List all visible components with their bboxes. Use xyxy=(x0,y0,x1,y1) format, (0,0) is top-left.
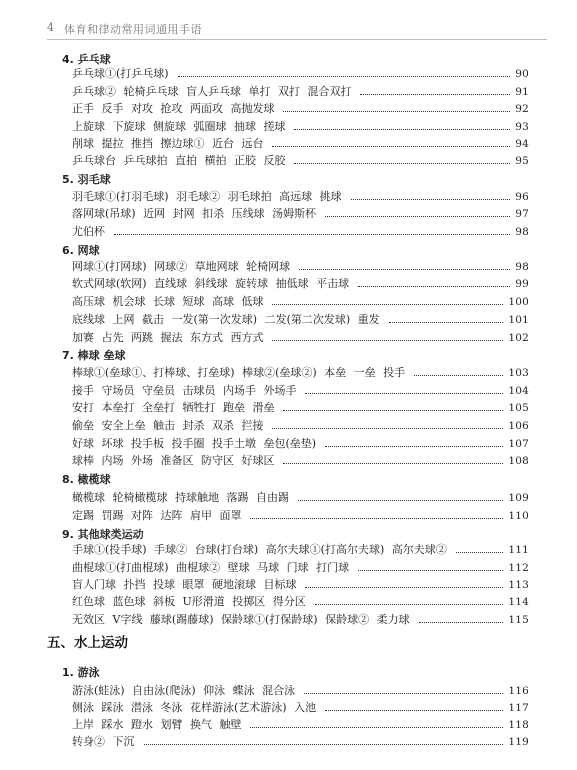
toc-entry-text: 乒乓球①(打乒乓球) xyxy=(72,67,169,80)
dot-leader xyxy=(419,622,504,623)
dot-leader xyxy=(294,163,510,164)
toc-entry-text: 好球 坏球 投手板 投手圈 投手土墩 垒包(垒垫) xyxy=(72,437,317,450)
dot-leader xyxy=(351,199,511,200)
dot-leader xyxy=(283,410,503,411)
section-heading: 5. 羽毛球 xyxy=(62,173,111,186)
toc-entry-text: 手球①(投手球) 手球② 台球(打台球) 高尔夫球①(打高尔夫球) 高尔夫球② xyxy=(72,543,447,556)
toc-entry-text: 游泳(蛙泳) 自由泳(爬泳) 仰泳 蝶泳 混合泳 xyxy=(72,684,296,697)
toc-entry-page: 93 xyxy=(515,121,529,133)
dot-leader xyxy=(283,463,503,464)
toc-entry-text: 转身② 下沉 xyxy=(72,735,135,748)
toc-entry-page: 117 xyxy=(508,702,529,714)
toc-entry-text: 无效区 V字线 藤球(踢藤球) 保龄球①(打保龄球) 保龄球② 柔力球 xyxy=(72,613,410,626)
dot-leader xyxy=(272,304,503,305)
dot-leader xyxy=(389,322,504,323)
toc-entry-page: 113 xyxy=(508,579,529,591)
toc-entry-page: 98 xyxy=(515,226,529,238)
toc-entry-text: 羽毛球①(打羽毛球) 羽毛球② 羽毛球拍 高远球 挑球 xyxy=(72,190,342,203)
section-heading: 1. 游泳 xyxy=(62,666,100,679)
toc-entry[interactable] xyxy=(72,400,529,416)
toc-entry[interactable] xyxy=(72,294,529,310)
toc-entry-text: 削球 提拉 推挡 擦边球① 近台 远台 xyxy=(72,137,264,150)
toc-entry-text: 落网球(吊球) 近网 封网 扣杀 压线球 汤姆斯杯 xyxy=(72,207,317,220)
toc-entry[interactable] xyxy=(72,508,529,524)
toc-entry-text: 尤伯杯 xyxy=(72,225,105,238)
toc-entry-text: 红色球 蓝色球 斜板 U形滑道 投掷区 得分区 xyxy=(72,595,306,608)
dot-leader xyxy=(358,570,503,571)
toc-entry-page: 100 xyxy=(508,296,529,308)
dot-leader xyxy=(250,727,503,728)
toc-entry[interactable] xyxy=(72,276,529,292)
dot-leader xyxy=(250,518,503,519)
toc-entry-text: 橄榄球 轮椅橄榄球 持球触地 落踢 自由踢 xyxy=(72,491,289,504)
toc-entry-page: 91 xyxy=(515,86,529,98)
toc-entry[interactable] xyxy=(72,119,529,135)
toc-entry-text: 网球①(打网球) 网球② 草地网球 轮椅网球 xyxy=(72,260,291,273)
toc-entry[interactable] xyxy=(72,577,529,593)
toc-entry-page: 104 xyxy=(508,385,529,397)
toc-entry[interactable] xyxy=(72,224,529,240)
part-heading: 五、水上运动 xyxy=(47,635,128,651)
toc-entry-text: 球棒 内场 外场 准备区 防守区 好球区 xyxy=(72,454,275,467)
toc-entry[interactable] xyxy=(72,453,529,469)
toc-entry-text: 底线球 上网 截击 一发(第一次发球) 二发(第二次发球) 重发 xyxy=(72,313,380,326)
dot-leader xyxy=(315,604,504,605)
toc-entry[interactable] xyxy=(72,66,529,82)
toc-entry[interactable] xyxy=(72,383,529,399)
toc-entry-text: 上旋球 下旋球 侧旋球 弧圈球 抽球 搓球 xyxy=(72,120,286,133)
section-heading: 6. 网球 xyxy=(62,244,100,257)
page-number: 4 xyxy=(47,21,54,34)
toc-entry-page: 109 xyxy=(508,492,529,504)
dot-leader xyxy=(272,340,503,341)
toc-entry-page: 118 xyxy=(508,719,529,731)
toc-entry[interactable] xyxy=(72,189,529,205)
dot-leader xyxy=(114,234,510,235)
section-heading: 4. 乒乓球 xyxy=(62,53,111,66)
toc-entry-page: 98 xyxy=(515,261,529,273)
toc-entry-page: 115 xyxy=(508,614,529,626)
toc-entry-page: 119 xyxy=(508,736,529,748)
toc-entry-text: 偷垒 安全上垒 触击 封杀 双杀 拦接 xyxy=(72,419,264,432)
toc-entry-text: 棒球①(垒球①、打棒球、打垒球) 棒球②(垒球②) 本垒 一垒 投手 xyxy=(72,366,406,379)
dot-leader xyxy=(283,111,510,112)
toc-entry-text: 接手 守场员 守垒员 击球员 内场手 外场手 xyxy=(72,384,297,397)
book-title: 体育和律动常用词通用手语 xyxy=(64,23,202,36)
toc-entry-text: 定踢 罚踢 对阵 达阵 肩甲 面罩 xyxy=(72,509,242,522)
dot-leader xyxy=(304,693,503,694)
toc-entry-page: 110 xyxy=(508,510,529,522)
toc-entry-page: 96 xyxy=(515,191,529,203)
toc-entry-page: 99 xyxy=(515,278,529,290)
toc-entry-page: 107 xyxy=(508,438,529,450)
toc-entry-text: 乒乓球② 轮椅乒乓球 盲人乒乓球 单打 双打 混合双打 xyxy=(72,85,352,98)
toc-entry[interactable] xyxy=(72,153,529,169)
toc-entry[interactable] xyxy=(72,259,529,275)
toc-entry-page: 112 xyxy=(508,562,529,574)
dot-leader xyxy=(299,269,510,270)
toc-entry-text: 盲人门球 扑挡 投球 眼罩 硬地滚球 目标球 xyxy=(72,578,297,591)
toc-entry[interactable] xyxy=(72,418,529,434)
dot-leader xyxy=(325,216,510,217)
toc-entry[interactable] xyxy=(72,683,529,699)
toc-entry-page: 108 xyxy=(508,455,529,467)
toc-entry-page: 90 xyxy=(515,68,529,80)
toc-entry-text: 乒乓球台 乒乓球拍 直拍 横拍 正胶 反胶 xyxy=(72,154,286,167)
toc-entry-page: 114 xyxy=(508,596,529,608)
toc-entry[interactable] xyxy=(72,84,529,100)
toc-entry-page: 101 xyxy=(508,314,529,326)
toc-entry-text: 高压球 机会球 长球 短球 高球 低球 xyxy=(72,295,264,308)
toc-entry[interactable] xyxy=(72,490,529,506)
dot-leader xyxy=(305,587,503,588)
toc-entry[interactable] xyxy=(72,560,529,576)
toc-entry-text: 安打 本垒打 全垒打 牺牲打 跑垒 滑垒 xyxy=(72,401,275,414)
dot-leader xyxy=(325,710,503,711)
toc-entry[interactable] xyxy=(72,206,529,222)
toc-entry-page: 105 xyxy=(508,402,529,414)
toc-entry[interactable] xyxy=(72,734,529,750)
toc-entry-page: 94 xyxy=(515,138,529,150)
section-heading: 7. 棒球 垒球 xyxy=(62,349,126,362)
dot-leader xyxy=(358,286,510,287)
toc-entry[interactable] xyxy=(72,612,529,628)
toc-entry[interactable] xyxy=(72,136,529,152)
toc-entry-page: 106 xyxy=(508,420,529,432)
toc-entry-text: 上岸 踩水 蹬水 划臂 换气 触壁 xyxy=(72,718,242,731)
toc-entry-page: 102 xyxy=(508,332,529,344)
dot-leader xyxy=(325,446,503,447)
toc-entry-page: 111 xyxy=(508,544,529,556)
toc-entry-page: 103 xyxy=(508,367,529,379)
toc-entry[interactable] xyxy=(72,365,529,381)
toc-entry-text: 曲棍球①(打曲棍球) 曲棍球② 壁球 马球 门球 打门球 xyxy=(72,561,350,574)
toc-entry[interactable] xyxy=(72,700,529,716)
dot-leader xyxy=(298,500,503,501)
section-heading: 8. 橄榄球 xyxy=(62,473,111,486)
toc-entry[interactable] xyxy=(72,101,529,117)
dot-leader xyxy=(294,129,510,130)
toc-entry-text: 软式网球(软网) 直线球 斜线球 旋转球 抽低球 平击球 xyxy=(72,277,350,290)
toc-entry[interactable] xyxy=(72,594,529,610)
dot-leader xyxy=(272,428,503,429)
toc-entry[interactable] xyxy=(72,312,529,328)
toc-entry-page: 95 xyxy=(515,155,529,167)
dot-leader xyxy=(272,146,510,147)
toc-entry[interactable] xyxy=(72,542,529,558)
dot-leader xyxy=(178,76,511,77)
toc-entry[interactable] xyxy=(72,717,529,733)
dot-leader xyxy=(305,393,503,394)
toc-entry[interactable] xyxy=(72,436,529,452)
dot-leader xyxy=(414,375,503,376)
dot-leader xyxy=(360,94,510,95)
toc-entry-text: 正手 反手 对攻 抢攻 两面攻 高抛发球 xyxy=(72,102,275,115)
section-heading: 9. 其他球类运动 xyxy=(62,528,144,541)
toc-entry-page: 92 xyxy=(515,103,529,115)
dot-leader xyxy=(456,552,504,553)
toc-entry-page: 97 xyxy=(515,208,529,220)
toc-entry-text: 加赛 占先 两跳 握法 东方式 西方式 xyxy=(72,331,264,344)
toc-entry-text: 侧泳 踩泳 潜泳 冬泳 花样游泳(艺术游泳) 入池 xyxy=(72,701,317,714)
dot-leader xyxy=(144,744,504,745)
toc-entry[interactable] xyxy=(72,330,529,346)
toc-entry-page: 116 xyxy=(508,685,529,697)
